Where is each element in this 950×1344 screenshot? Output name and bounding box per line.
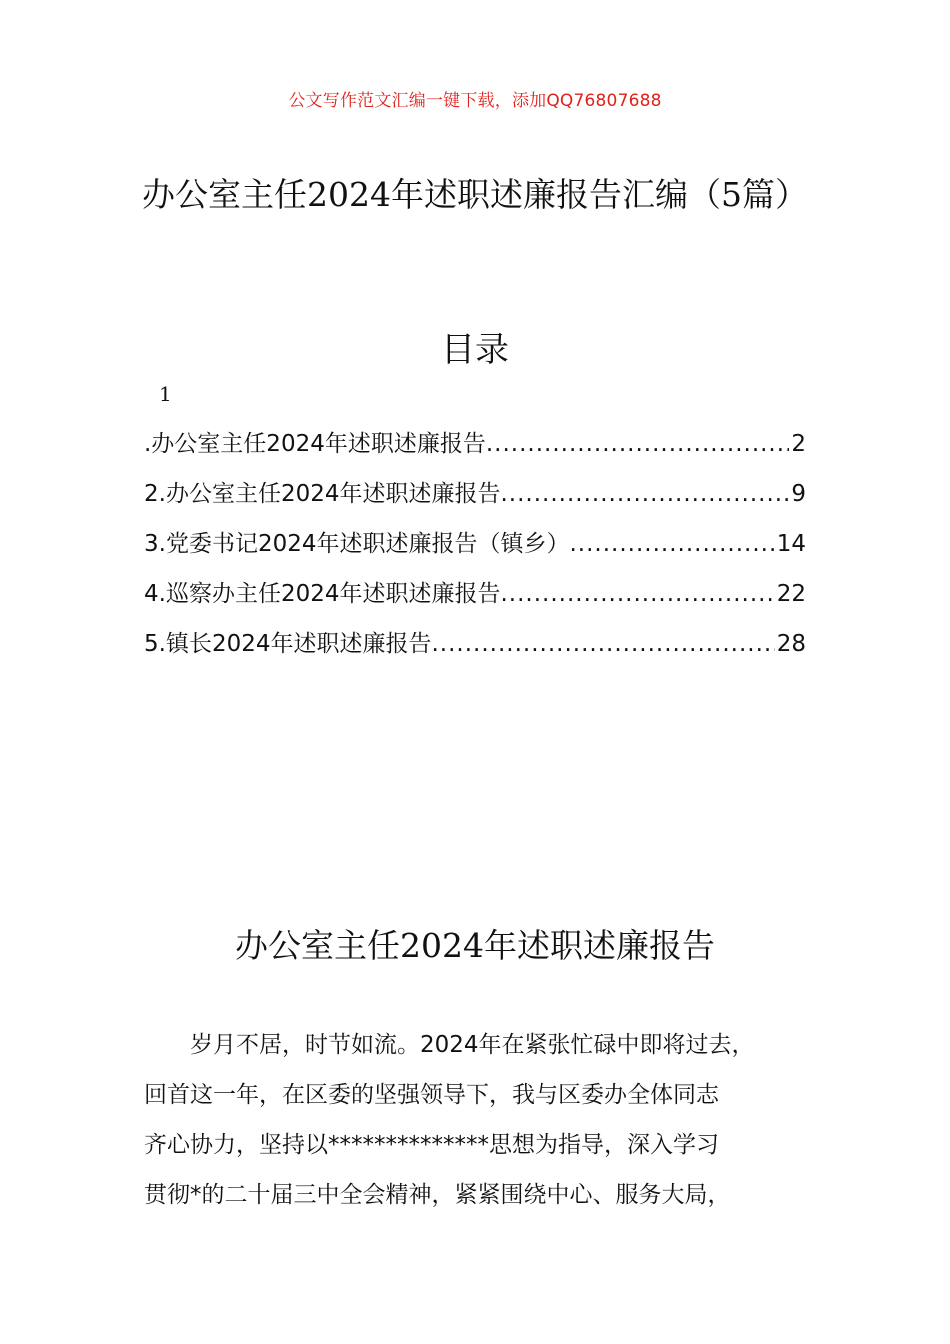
toc-list bbox=[144, 425, 806, 675]
toc-entry-label: 3.党委书记2024年述职述廉报告（镇乡） bbox=[144, 531, 570, 557]
toc-entry[interactable] bbox=[144, 525, 806, 575]
body-line: 贯彻*的二十届三中全会精神，紧紧围绕中心、服务大局， bbox=[144, 1182, 731, 1208]
toc-entry-page: 9 bbox=[791, 481, 806, 507]
toc-entry[interactable] bbox=[144, 475, 806, 525]
body-line: 回首这一年，在区委的坚强领导下，我与区委办全体同志 bbox=[144, 1082, 719, 1108]
toc-heading: 目录 bbox=[441, 330, 509, 370]
toc-leader-dots bbox=[486, 431, 790, 457]
toc-entry-page: 14 bbox=[776, 531, 806, 557]
section-title: 办公室主任2024年述职述廉报告 bbox=[235, 926, 715, 965]
toc-entry-page: 2 bbox=[791, 431, 806, 457]
toc-leader-dots bbox=[431, 631, 774, 657]
body-paragraph bbox=[144, 1020, 834, 1220]
toc-entry[interactable] bbox=[144, 425, 806, 475]
toc-entry-label: 2.办公室主任2024年述职述廉报告 bbox=[144, 481, 501, 507]
toc-prefix-number: 1 bbox=[159, 382, 172, 406]
toc-entry-page: 22 bbox=[776, 581, 806, 607]
body-line bbox=[144, 1020, 834, 1070]
toc-leader-dots bbox=[569, 531, 774, 557]
toc-entry-label: .办公室主任2024年述职述廉报告 bbox=[144, 431, 486, 457]
toc-entry[interactable] bbox=[144, 575, 806, 625]
toc-entry-label: 5.镇长2024年述职述廉报告 bbox=[144, 631, 432, 657]
toc-leader-dots bbox=[500, 581, 774, 607]
body-line-text: 岁月不居，时节如流。2024年在紧张忙碌中即将过去， bbox=[190, 1032, 755, 1058]
toc-entry[interactable] bbox=[144, 625, 806, 675]
toc-leader-dots bbox=[500, 481, 789, 507]
body-line: 齐心协力，坚持以**************思想为指导，深入学习 bbox=[144, 1132, 719, 1158]
header-ad-note: 公文写作范文汇编一键下载，添加QQ76807688 bbox=[288, 91, 662, 111]
document-title: 办公室主任2024年述职述廉报告汇编（5篇） bbox=[142, 175, 808, 214]
toc-entry-page: 28 bbox=[776, 631, 806, 657]
toc-entry-label: 4.巡察办主任2024年述职述廉报告 bbox=[144, 581, 501, 607]
